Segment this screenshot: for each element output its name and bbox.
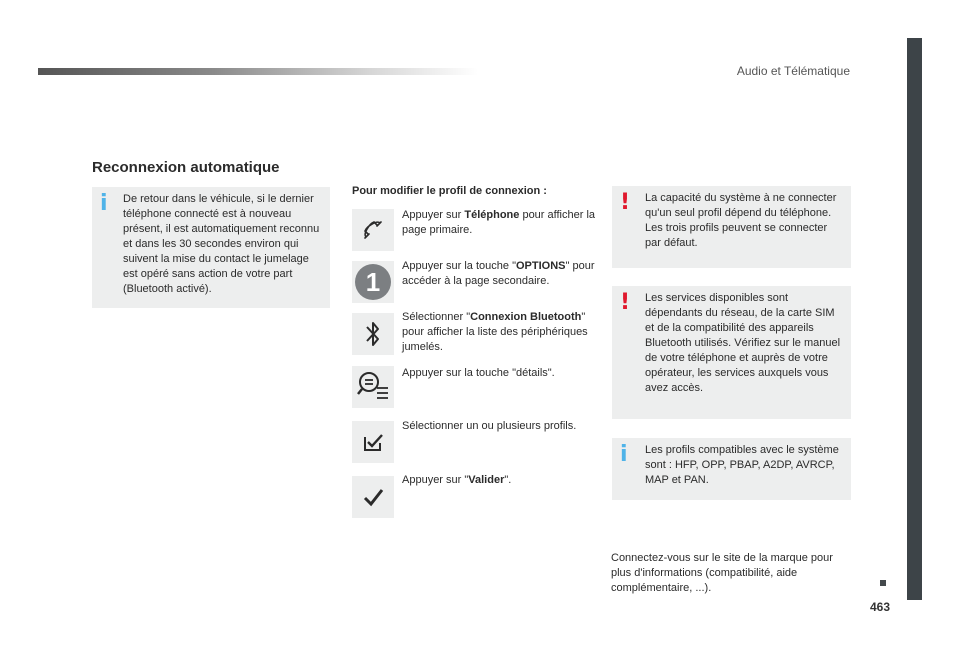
warning-icon: ! bbox=[620, 190, 631, 215]
warning-box-services bbox=[612, 286, 851, 419]
svg-text:1: 1 bbox=[365, 267, 381, 297]
step-6-text: Appuyer sur "Valider". bbox=[402, 474, 512, 486]
step-1-text: Appuyer sur Téléphone pour afficher la page primaire. bbox=[402, 209, 596, 236]
warning-text-profiles: La capacité du système à ne connecter qu'un seul profil dépend du téléphone. Les trois profils peuvent se connecter par défaut. bbox=[645, 192, 837, 249]
step-5-text: Sélectionner un ou plusieurs profils. bbox=[402, 420, 577, 432]
page-number: 463 bbox=[870, 600, 891, 614]
section-title: Reconnexion automatique bbox=[92, 159, 280, 176]
step-number-icon bbox=[352, 261, 394, 303]
info-box-compatible-profiles bbox=[612, 438, 851, 500]
details-search-icon bbox=[352, 366, 394, 408]
footer-website-note: Connectez-vous sur le site de la marque pour plus d'informations (compatibilité, aide complémentaire, ...). bbox=[611, 552, 833, 594]
left-info-text: De retour dans le véhicule, si le dernier téléphone connecté est à nouveau présent, il est automatiquement reconnu et dans les 30 secondes environ qui suivent la mise du contact le jumelage est opéré sans action de votre part (Bluetooth activé). bbox=[123, 193, 320, 295]
phone-handset-icon bbox=[352, 209, 394, 251]
info-icon: i bbox=[100, 191, 108, 216]
header-gradient-bar bbox=[38, 68, 478, 75]
step-4-text: Appuyer sur la touche "détails". bbox=[402, 367, 555, 379]
step-3-text: Sélectionner "Connexion Bluetooth" pour afficher la liste des périphériques jumelés. bbox=[402, 311, 588, 353]
page-marker-square bbox=[880, 580, 886, 586]
left-info-box bbox=[92, 187, 330, 308]
warning-text-services: Les services disponibles sont dépendants du réseau, de la carte SIM et de la compatibilité des appareils Bluetooth utilisés. Vérifiez sur le manuel de votre téléphone et auprès de votre opérateur, les services auxquels vous avez accès. bbox=[645, 292, 841, 394]
checkmark-icon bbox=[352, 476, 394, 518]
chapter-sidebar-strip bbox=[907, 38, 922, 600]
info-text-compatible-profiles: Les profils compatibles avec le système sont : HFP, OPP, PBAP, A2DP, AVRCP, MAP et PAN. bbox=[645, 444, 839, 486]
bluetooth-icon bbox=[352, 313, 394, 355]
chapter-title: Audio et Télématique bbox=[736, 64, 850, 78]
checkbox-icon bbox=[352, 421, 394, 463]
warning-icon: ! bbox=[620, 290, 631, 315]
steps-heading: Pour modifier le profil de connexion : bbox=[352, 185, 547, 197]
step-2-text: Appuyer sur la touche "OPTIONS" pour accéder à la page secondaire. bbox=[402, 260, 595, 287]
warning-box-profiles bbox=[612, 186, 851, 268]
info-icon: i bbox=[620, 442, 628, 467]
